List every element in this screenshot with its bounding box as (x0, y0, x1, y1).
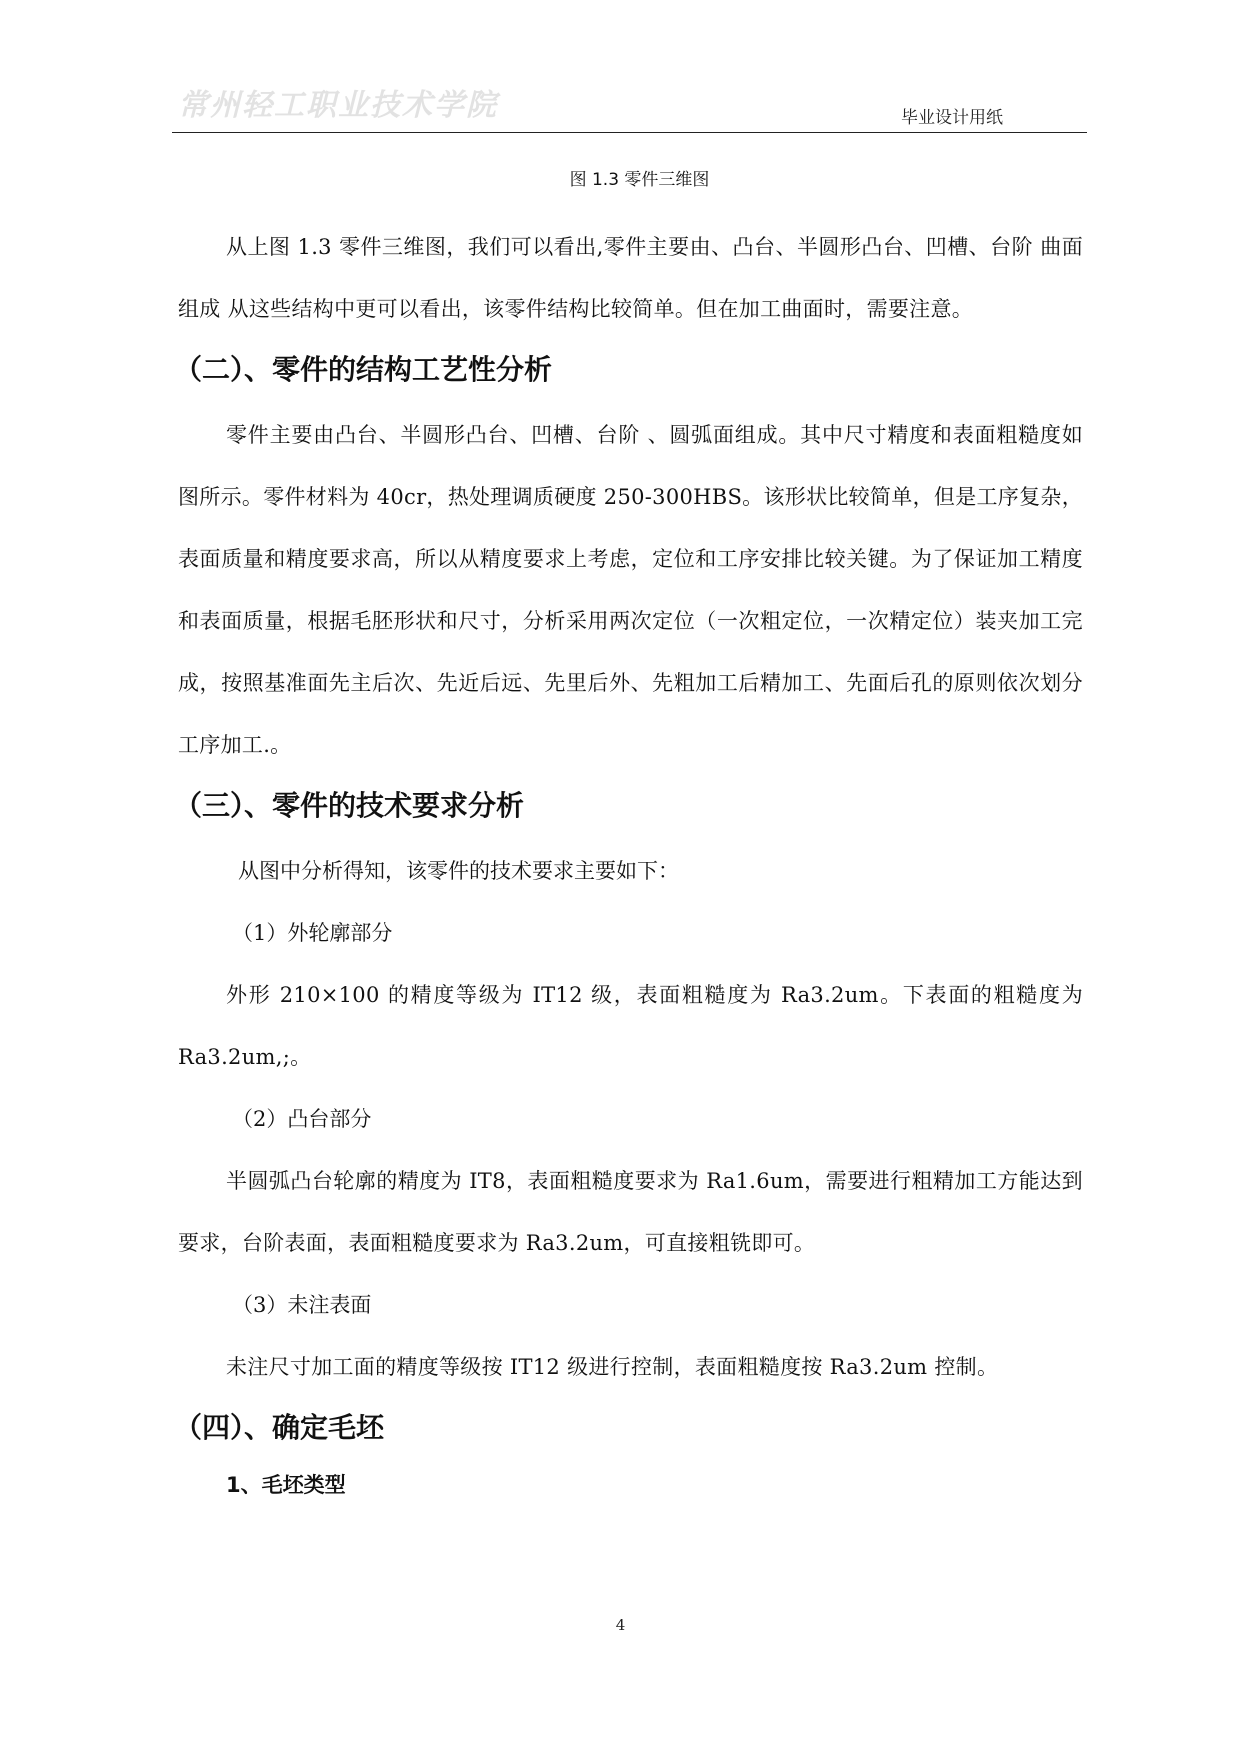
section-heading-structure-analysis: （二）、零件的结构工艺性分析 (174, 353, 553, 386)
page-number: 4 (615, 1616, 626, 1634)
page-body (174, 160, 1083, 1508)
institution-logo-text: 常州轻工职业技术学院 (178, 88, 498, 123)
item-label-unmarked-surface: （3）未注表面 (232, 1293, 372, 1317)
paragraph-structure-analysis: 零件主要由凸台、半圆形凸台、凹槽、台阶 、圆弧面组成。其中尺寸精度和表面粗糙度如图所示。零件材料为 40cr，热处理调质硬度 250-300HBS。该形状比较简单，但是工序复杂，表面质量和精度要求高，所以从精度要求上考虑，定位和工序安排比较关键。为了保证加工精度和表面质量，根据毛胚形状和尺寸，分析采用两次定位（一次粗定位，一次精定位）装夹加工完成，按照基准面先主后次、先近后远、先里后外、先粗加工后精加工、先面后孔的原则依次划分工序加工.。 (178, 423, 1083, 757)
figure-caption: 图 1.3 零件三维图 (569, 170, 710, 190)
header-divider (172, 132, 1087, 133)
paragraph-boss: 半圆弧凸台轮廓的精度为 IT8，表面粗糙度要求为 Ra1.6um，需要进行粗精加工方能达到要求，台阶表面，表面粗糙度要求为 Ra3.2um，可直接粗铣即可。 (178, 1169, 1083, 1255)
section-heading-blank: （四）、确定毛坯 (174, 1411, 385, 1444)
item-label-outer-contour: （1）外轮廓部分 (232, 921, 393, 945)
header-label: 毕业设计用纸 (901, 108, 1003, 128)
paragraph-figure-summary: 从上图 1.3 零件三维图，我们可以看出,零件主要由、凸台、半圆形凸台、凹槽、台阶 曲面组成 从这些结构中更可以看出，该零件结构比较简单。但在加工曲面时，需要注意。 (178, 235, 1083, 321)
paragraph-unmarked-surface: 未注尺寸加工面的精度等级按 IT12 级进行控制，表面粗糙度按 Ra3.2um 控制。 (226, 1355, 999, 1379)
paragraph-requirements-intro: 从图中分析得知，该零件的技术要求主要如下： (238, 859, 679, 883)
subheading-blank-type: 1、毛坯类型 (226, 1473, 346, 1497)
section-heading-technical-requirements: （三）、零件的技术要求分析 (174, 789, 525, 822)
paragraph-outer-contour: 外形 210×100 的精度等级为 IT12 级，表面粗糙度为 Ra3.2um。下表面的粗糙度为 Ra3.2um,;。 (178, 983, 1083, 1069)
item-label-boss: （2）凸台部分 (232, 1107, 372, 1131)
